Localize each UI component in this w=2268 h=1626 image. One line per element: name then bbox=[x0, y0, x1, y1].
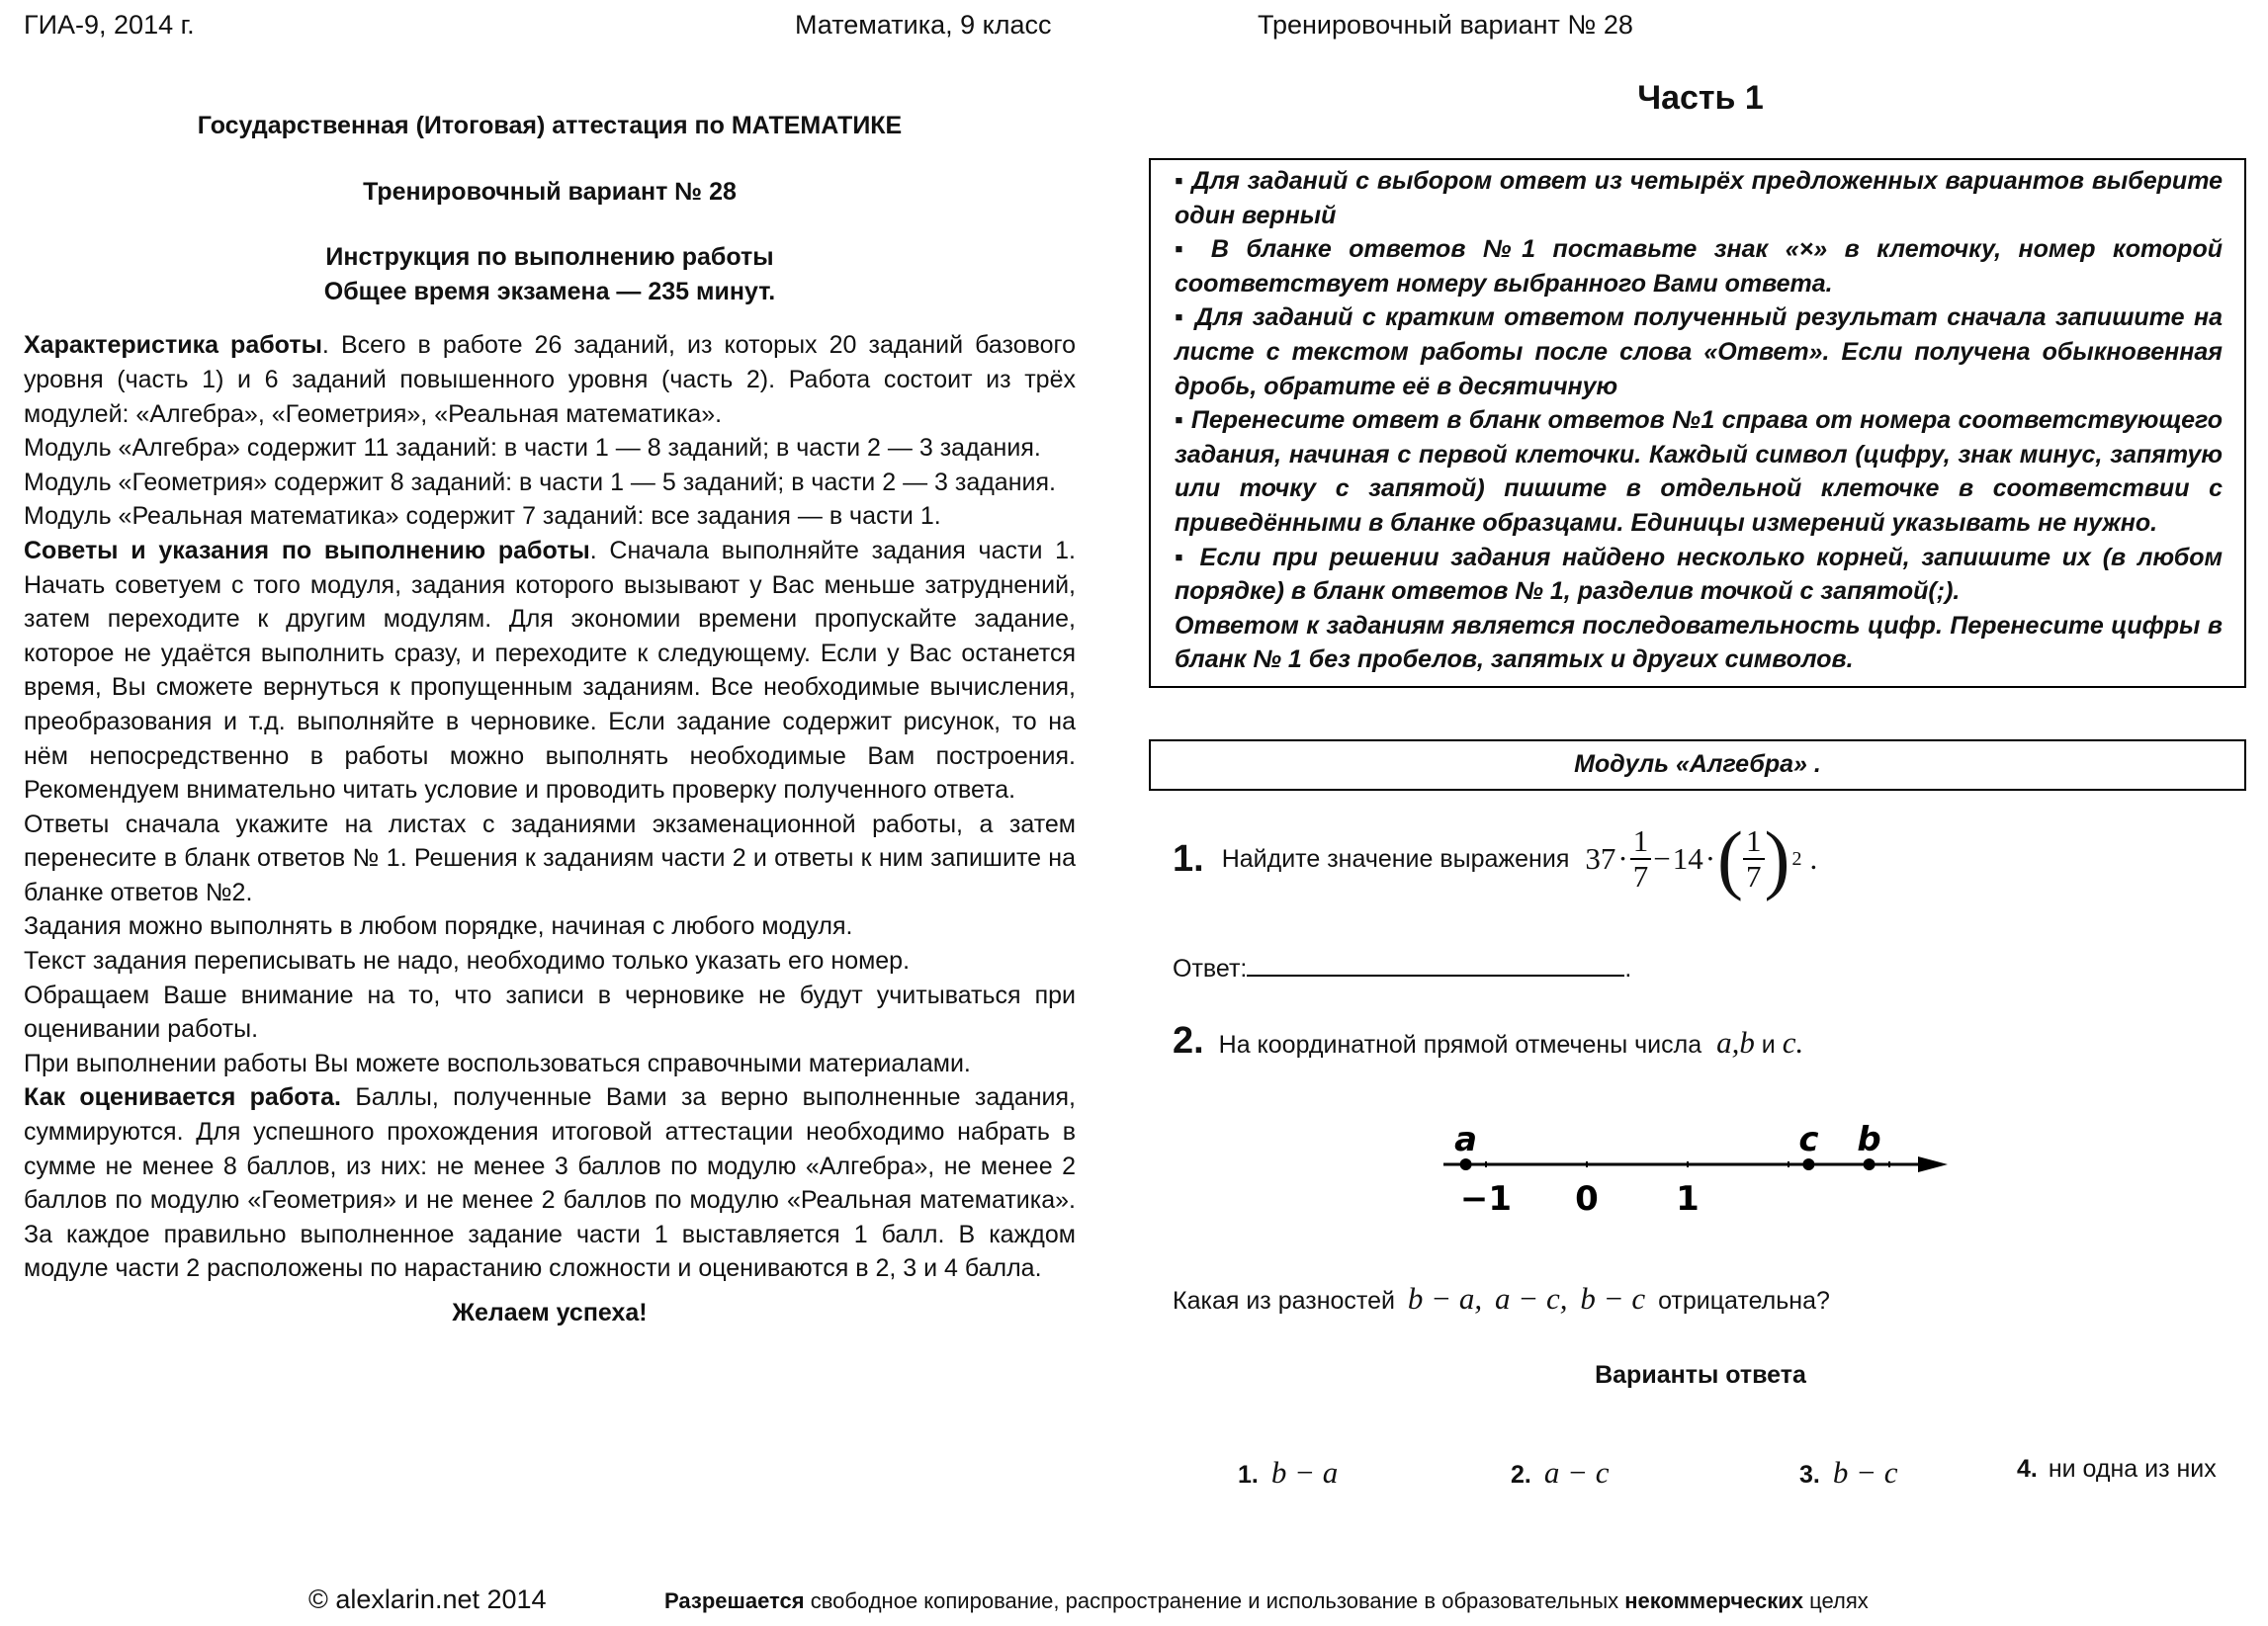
times-sign: · bbox=[1617, 841, 1628, 876]
instruction-item: ▪ Для заданий с кратким ответом полученный результат сначала запишите на листе с текстом работы после слова «Ответ». Если получена обыкновенная дробь, обратите её в десятичную bbox=[1175, 303, 2223, 400]
option-text: ни одна из них bbox=[2048, 1455, 2217, 1483]
grading-paragraph bbox=[24, 1080, 1076, 1286]
answer-end: . bbox=[1624, 955, 1632, 983]
order-line: Задания можно выполнять в любом порядке, начиная с любого модуля. bbox=[24, 912, 853, 941]
task-2-vars-ab: a,b bbox=[1716, 1025, 1755, 1060]
fraction-denominator: 7 bbox=[1632, 859, 1649, 894]
task-2-number: 2. bbox=[1173, 1020, 1204, 1062]
rewrite-line: Текст задания переписывать не надо, необходимо только указать его номер. bbox=[24, 947, 911, 976]
point-b bbox=[1864, 1158, 1875, 1170]
answer-option-4[interactable] bbox=[2017, 1455, 2217, 1484]
advice-heading: Советы и указания по выполнению работы bbox=[24, 536, 590, 564]
char-text: . Всего в работе 26 заданий, из которых 20 заданий базового уровня (часть 1) и 6 заданий повышенного уровня (часть 2). Работа состоит из трёх модулей: «Алгебра», «Геометрия», «Реальная математика». bbox=[24, 331, 1076, 428]
instruction-item: Ответом к заданиям является последовательность цифр. Перенесите цифры в бланк № 1 без пробелов, запятых и других символов. bbox=[1175, 611, 2223, 674]
fraction-numerator: 1 bbox=[1630, 824, 1652, 860]
instruction-item: ▪ Перенесите ответ в бланк ответов №1 справа от номера соответствующего задания, начиная с первой клеточки. Каждый символ (цифру, знак минус, запятую или точку с запятой) пишите в отдельной клеточке в соответствии с приведёнными в бланке образцами. Единицы измерений указывать не нужно. bbox=[1175, 406, 2223, 537]
option-text: a − c bbox=[1543, 1455, 1610, 1490]
copyright: © alexlarin.net 2014 bbox=[308, 1584, 547, 1614]
grading-text: Баллы, полученные Вами за верно выполненные задания, суммируются. Для успешного прохождения итоговой аттестации необходимо набрать в сумме не менее 8 баллов, из них: не менее 3 баллов по модулю «Алгебра», не менее 2 баллов по модулю «Геометрия» и не менее 2 баллов по модулю «Реальная математика». За каждое правильно выполненное задание части 1 выставляется 1 балл. В каждом модуле части 2 расположены по нарастанию сложности и оцениваются в 2, 3 и 4 балла. bbox=[24, 1083, 1076, 1283]
fraction-denominator: 7 bbox=[1746, 859, 1762, 894]
task-1-text: Найдите значение выражения bbox=[1221, 844, 1570, 873]
right-paren: ) bbox=[1764, 815, 1790, 901]
task-2-var-c: c. bbox=[1782, 1025, 1804, 1060]
license-middle: свободное копирование, распространение и использование в образовательных bbox=[804, 1588, 1625, 1613]
advice-text: . Сначала выполняйте задания части 1. Начать советуем с того модуля, задания которого вызывают у Вас меньше затруднений, затем переходите к другим модулям. Для экономии времени пропускайте задание, которое не удаётся выполнить сразу, и переходите к следующему. Если у Вас останется время, Вы сможете вернуться к пропущенным заданиям. Все необходимые вычисления, преобразования и т.д. выполняйте в черновике. Если задание содержит рисунок, то на нём непосредственно в работы можно выполнять необходимые Вам построения. Рекомендуем внимательно читать условие и проводить проверку полученного ответа. bbox=[24, 536, 1076, 805]
instructions-column bbox=[24, 109, 1076, 1330]
task-1-number: 1. bbox=[1173, 837, 1204, 880]
option-text: b − a bbox=[1270, 1455, 1339, 1490]
task-1 bbox=[1173, 815, 2240, 911]
task-2-question bbox=[1173, 1281, 1830, 1317]
answer-option-1[interactable] bbox=[1238, 1455, 1338, 1491]
task-1-fraction-2 bbox=[1743, 824, 1765, 894]
instruction-item: ▪ В бланке ответов №1 поставьте знак «×» в клеточку, номер которой соответствует номеру выбранного Вами ответа. bbox=[1175, 235, 2223, 298]
answers-paragraph: Ответы сначала укажите на листах с заданиями экзаменационной работы, а затем перенесите в бланк ответов № 1. Решения к заданиям части 2 и ответы к ним запишите на бланке ответов №2. bbox=[24, 810, 1076, 906]
answer-label: Ответ: bbox=[1173, 955, 1248, 983]
char-heading: Характеристика работы bbox=[24, 331, 322, 360]
module-algebra-title: Модуль «Алгебра» . bbox=[1149, 739, 2246, 791]
variants-title: Варианты ответа bbox=[1595, 1361, 1806, 1389]
times-sign: · bbox=[1704, 841, 1716, 876]
grading-heading: Как оценивается работа. bbox=[24, 1083, 341, 1112]
task-1-minus: − bbox=[1653, 841, 1671, 876]
answer-blank[interactable] bbox=[1247, 949, 1624, 977]
task-2 bbox=[1173, 1020, 1803, 1063]
geometry-line: Модуль «Геометрия» содержит 8 заданий: в части 1 — 5 заданий; в части 2 — 3 задания. bbox=[24, 468, 1056, 496]
task-2-and: и bbox=[1761, 1031, 1776, 1059]
number-line-points bbox=[1454, 1120, 1881, 1170]
option-number: 2. bbox=[1511, 1461, 1531, 1489]
option-text: b − c bbox=[1832, 1455, 1898, 1490]
header-variant: Тренировочный вариант № 28 bbox=[1258, 10, 1633, 40]
wish-text: Желаем успеха! bbox=[452, 1299, 648, 1326]
header-exam-label: ГИА-9, 2014 г. bbox=[24, 10, 195, 40]
question-end: отрицательна? bbox=[1658, 1287, 1830, 1315]
task-2-text: На координатной прямой отмечены числа bbox=[1218, 1031, 1702, 1059]
license-end: целях bbox=[1803, 1588, 1869, 1613]
number-line-arrow bbox=[1918, 1156, 1948, 1172]
point-a bbox=[1460, 1158, 1472, 1170]
fraction-numerator: 1 bbox=[1743, 824, 1765, 860]
instruction-title: Инструкция по выполнению работы bbox=[325, 243, 774, 272]
instruction-item: ▪ Если при решении задания найдено несколько корней, запишите их (в любом порядке) в бланк ответов № 1, разделив точкой с запятой(;). bbox=[1175, 543, 2223, 606]
point-label-b: b bbox=[1857, 1120, 1881, 1159]
task-1-end: . bbox=[1809, 841, 1818, 876]
task-1-answer bbox=[1173, 949, 1631, 984]
difference-2: a − c, bbox=[1495, 1281, 1568, 1316]
answer-option-3[interactable] bbox=[1799, 1455, 1898, 1491]
answer-option-2[interactable] bbox=[1511, 1455, 1610, 1491]
task-1-coef2: 14 bbox=[1672, 841, 1703, 876]
document-title: Государственная (Итоговая) аттестация по МАТЕМАТИКЕ bbox=[197, 112, 903, 139]
variant-title: Тренировочный вариант № 28 bbox=[363, 177, 737, 206]
work-characteristics bbox=[24, 328, 1076, 431]
option-number: 1. bbox=[1238, 1461, 1259, 1489]
task-1-power: 2 bbox=[1791, 847, 1802, 870]
difference-3: b − c bbox=[1580, 1281, 1646, 1316]
advice-paragraph bbox=[24, 534, 1076, 808]
point-label-c: c bbox=[1798, 1120, 1819, 1159]
point-label-a: a bbox=[1454, 1120, 1478, 1159]
point-c bbox=[1802, 1158, 1814, 1170]
part-title: Часть 1 bbox=[1637, 79, 1764, 117]
tick-label: 1 bbox=[1676, 1179, 1700, 1219]
header-subject: Математика, 9 класс bbox=[795, 10, 1052, 40]
real-math-line: Модуль «Реальная математика» содержит 7 заданий: все задания — в части 1. bbox=[24, 502, 941, 531]
tick-label: −1 bbox=[1459, 1179, 1513, 1219]
option-number: 3. bbox=[1799, 1461, 1820, 1489]
difference-1: b − a, bbox=[1407, 1281, 1483, 1316]
option-number: 4. bbox=[2017, 1455, 2038, 1483]
license-allowed: Разрешается bbox=[664, 1588, 805, 1613]
tick-label: 0 bbox=[1575, 1179, 1599, 1219]
algebra-line: Модуль «Алгебра» содержит 11 заданий: в части 1 — 8 заданий; в части 2 — 3 задания. bbox=[24, 434, 1041, 463]
reference-line: При выполнении работы Вы можете воспользоваться справочными материалами. bbox=[24, 1049, 971, 1077]
exam-time: Общее время экзамена — 235 минут. bbox=[323, 277, 776, 305]
number-line-ticks bbox=[1434, 1161, 1889, 1219]
number-line-figure bbox=[1434, 1107, 1967, 1226]
license-note bbox=[664, 1588, 1869, 1614]
task-1-coef1: 37 bbox=[1585, 841, 1616, 876]
part1-instructions-box bbox=[1149, 158, 2246, 688]
task-1-row bbox=[1173, 815, 1818, 901]
question-text: Какая из разностей bbox=[1173, 1287, 1395, 1315]
task-1-fraction-1 bbox=[1630, 824, 1652, 894]
license-noncommercial: некоммерческих bbox=[1624, 1588, 1804, 1613]
draft-paragraph: Обращаем Ваше внимание на то, что записи в черновике не будут учитываться при оценивании работы. bbox=[24, 981, 1076, 1044]
left-paren: ( bbox=[1717, 815, 1743, 901]
instruction-item: ▪ Для заданий с выбором ответ из четырёх предложенных вариантов выберите один верный bbox=[1175, 167, 2223, 229]
